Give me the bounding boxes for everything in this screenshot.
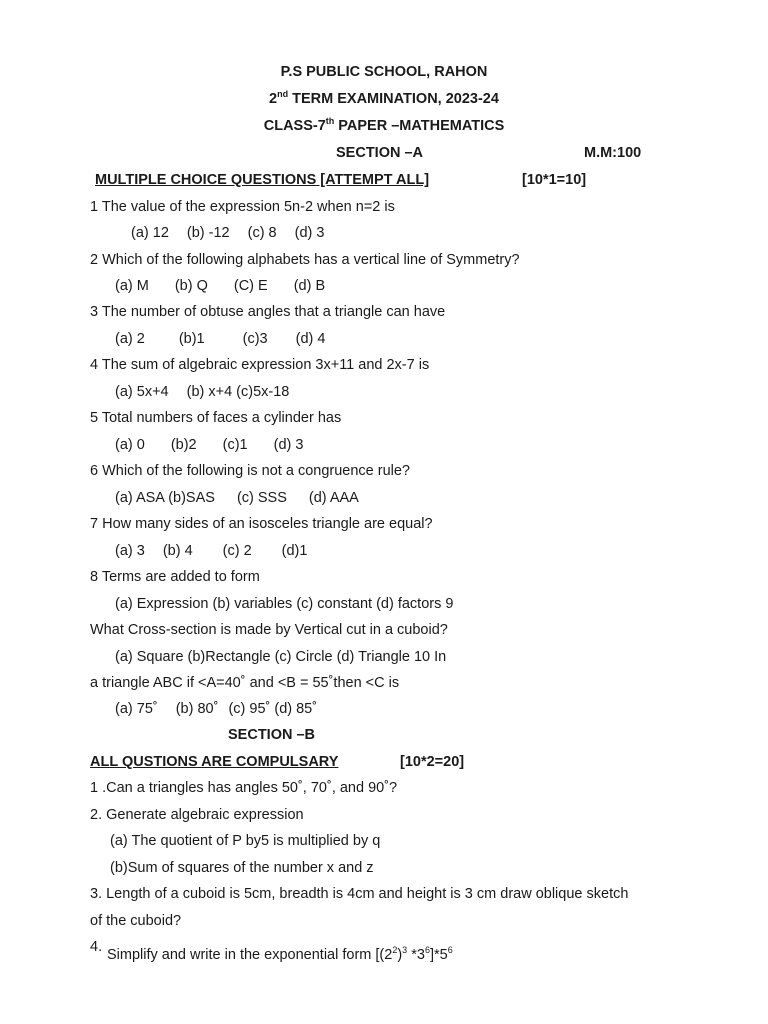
option: (d) B xyxy=(293,278,326,294)
class-sup: th xyxy=(325,116,335,127)
q4-exponent-1: 2 xyxy=(392,945,398,956)
option: (c) 8 xyxy=(247,225,277,241)
mcq-options-6 xyxy=(115,489,377,507)
option: (d)1 xyxy=(281,543,308,559)
exam-title-text: TERM EXAMINATION, 2023-24 xyxy=(288,91,499,107)
mcq-question-1: 1 The value of the expression 5n-2 when n=2 is xyxy=(90,199,395,215)
option: (c) 95˚ (d) 85˚ xyxy=(228,701,318,717)
class-paper-title xyxy=(0,117,768,135)
q4-exponent-2: 3 xyxy=(402,945,408,956)
mcq-question-5: 5 Total numbers of faces a cylinder has xyxy=(90,410,342,426)
option: (a) 75˚ xyxy=(115,701,158,717)
option: (a) 2 xyxy=(115,331,145,347)
option: (b)1 xyxy=(178,331,205,347)
mcq-question-3: 3 The number of obtuse angles that a triangle can have xyxy=(90,304,446,320)
option: (c) SSS xyxy=(236,490,287,506)
section-b-question-3: 3. Length of a cuboid is 5cm, breadth is 4cm and height is 3 cm draw oblique sketch xyxy=(90,886,629,902)
mcq-options-1 xyxy=(131,224,342,242)
section-b-question-4-number: 4. xyxy=(90,939,103,955)
option: (c) 2 xyxy=(222,543,252,559)
option: (c)1 xyxy=(222,437,248,453)
section-b-question-1: 1 .Can a triangles has angles 50˚, 70˚, and 90˚? xyxy=(90,780,398,796)
option: (b)2 xyxy=(170,437,197,453)
exam-title-sup: nd xyxy=(277,89,289,100)
option: (C) E xyxy=(233,278,268,294)
q4-term-3: *3 xyxy=(407,947,425,963)
mcq-options-2 xyxy=(115,277,343,295)
q4-text: Simplify and write in the exponential form [(2 xyxy=(107,947,393,963)
exam-title-num: 2 xyxy=(269,91,278,107)
mcq-question-4: 4 The sum of algebraic expression 3x+11 and 2x-7 is xyxy=(90,357,430,373)
mcq-options-5 xyxy=(115,436,321,454)
mcq-question-7: 7 How many sides of an isosceles triangle are equal? xyxy=(90,516,433,532)
option: (a) 12 xyxy=(131,225,169,241)
mcq-question-6: 6 Which of the following is not a congruence rule? xyxy=(90,463,410,479)
mcq-options-7 xyxy=(115,542,325,560)
mcq-question-9: What Cross-section is made by Vertical cut in a cuboid? xyxy=(90,622,448,638)
mcq-options-4 xyxy=(115,383,307,401)
class-label: CLASS-7 xyxy=(263,118,326,134)
paper-label: PAPER –MATHEMATICS xyxy=(334,118,505,134)
school-name: P.S PUBLIC SCHOOL, RAHON xyxy=(280,64,488,80)
option: (a) 3 xyxy=(115,543,145,559)
exam-title xyxy=(0,90,768,108)
mcq-options-10 xyxy=(115,700,335,718)
option: (d) 3 xyxy=(273,437,304,453)
option: (a) M xyxy=(115,278,149,294)
section-b-marks: [10*2=20] xyxy=(400,754,465,770)
section-b-question-2: 2. Generate algebraic expression xyxy=(90,807,304,823)
q4-exponent-4: 6 xyxy=(447,945,453,956)
mcq-heading: MULTIPLE CHOICE QUESTIONS [ATTEMPT ALL] xyxy=(95,172,430,188)
option: (a) 0 xyxy=(115,437,145,453)
mcq-question-10: a triangle ABC if <A=40˚ and <B = 55˚then <C is xyxy=(90,675,400,691)
section-b-question-2a: (a) The quotient of P by5 is multiplied by q xyxy=(110,833,381,849)
mcq-question-8: 8 Terms are added to form xyxy=(90,569,260,585)
option: (b) 4 xyxy=(162,543,193,559)
option: (d) AAA xyxy=(308,490,359,506)
section-b-question-4 xyxy=(107,946,453,964)
q4-exponent-3: 6 xyxy=(424,945,430,956)
option: (d) 4 xyxy=(295,331,326,347)
option: (b) Q xyxy=(174,278,208,294)
option: (a) 5x+4 xyxy=(115,384,169,400)
mcq-options-9: (a) Square (b)Rectangle (c) Circle (d) Triangle 10 In xyxy=(115,649,447,665)
option: (c)3 xyxy=(242,331,268,347)
option: (b) -12 xyxy=(186,225,230,241)
q4-paren: ) xyxy=(397,947,403,963)
option: (b) x+4 (c)5x-18 xyxy=(186,384,290,400)
option: (b) 80˚ xyxy=(175,701,219,717)
q4-term-5: ]*5 xyxy=(429,947,448,963)
mcq-options-8: (a) Expression (b) variables (c) constant (d) factors 9 xyxy=(115,596,454,612)
section-b-title: SECTION –B xyxy=(228,727,316,743)
section-b-question-3-cont: of the cuboid? xyxy=(90,913,182,929)
option: (d) 3 xyxy=(294,225,325,241)
mcq-options-3 xyxy=(115,330,343,348)
mcq-marks: [10*1=10] xyxy=(522,172,587,188)
option: (a) ASA (b)SAS xyxy=(115,490,215,506)
section-b-question-2b: (b)Sum of squares of the number x and z xyxy=(110,860,374,876)
section-b-heading: ALL QUSTIONS ARE COMPULSARY xyxy=(90,754,339,770)
max-marks: M.M:100 xyxy=(584,145,642,161)
mcq-question-2: 2 Which of the following alphabets has a vertical line of Symmetry? xyxy=(90,252,520,268)
section-a-title: SECTION –A xyxy=(336,145,424,161)
